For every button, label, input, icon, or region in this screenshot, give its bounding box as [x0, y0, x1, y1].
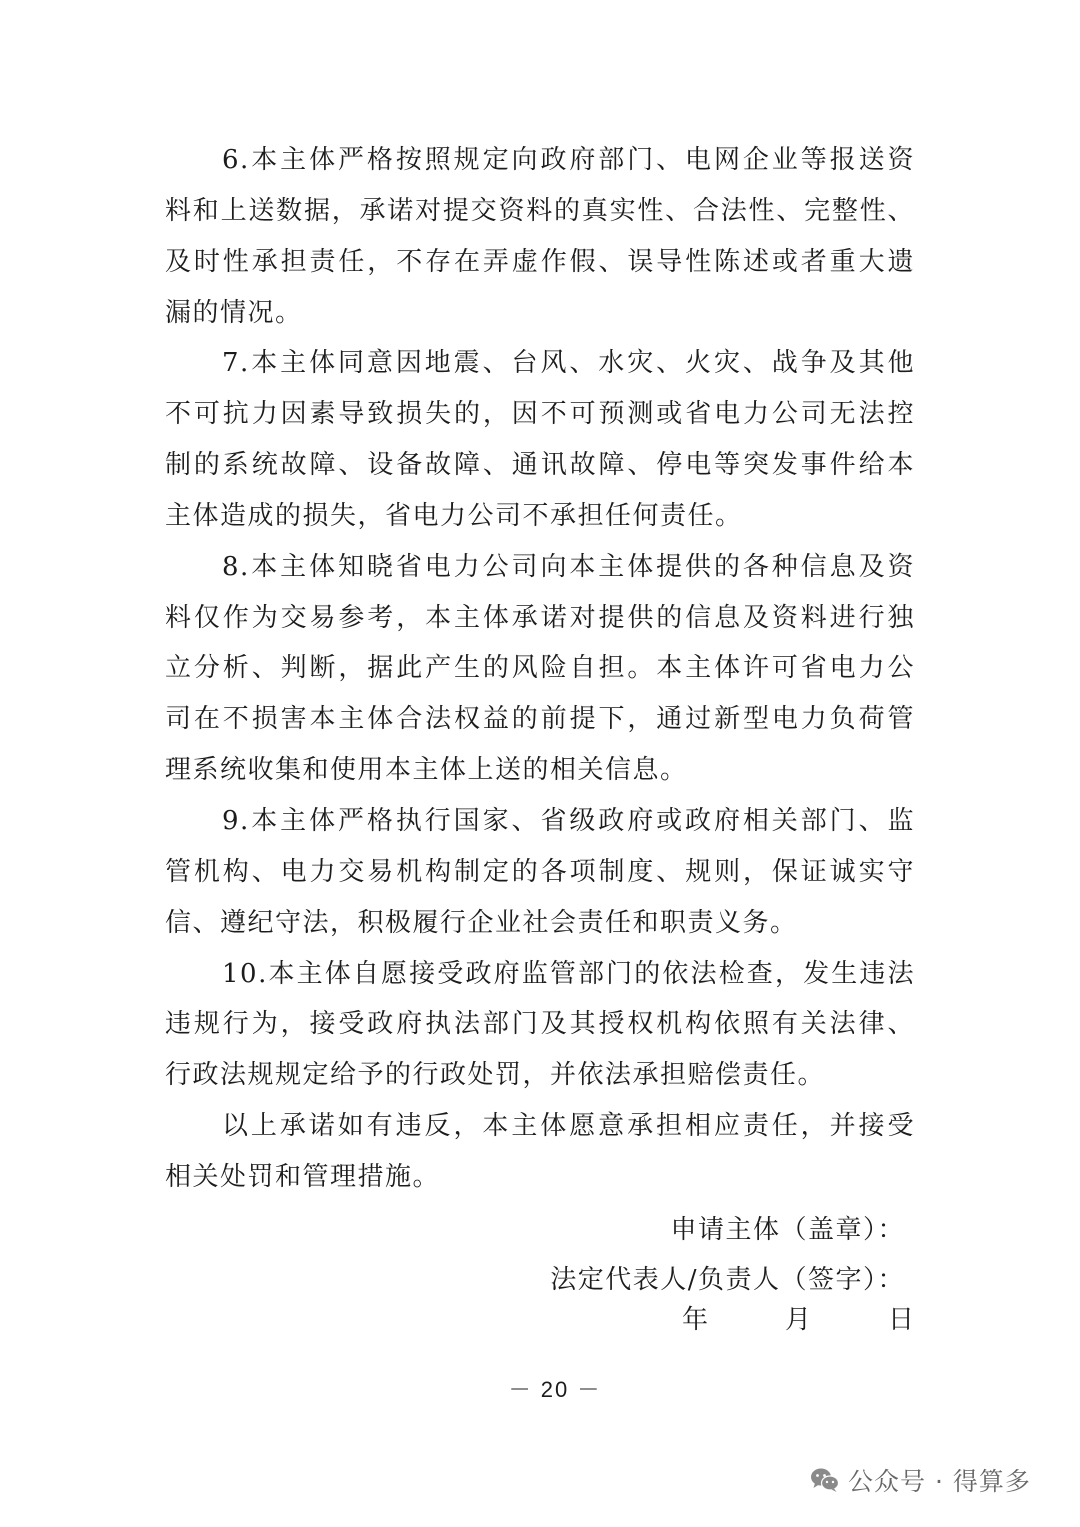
- watermark: [810, 1462, 1031, 1498]
- paragraph-line: 相关处罚和管理措施。: [165, 1161, 441, 1192]
- paragraph-line: 违规行为，接受政府执法部门及其授权机构依照有关法律、: [165, 1009, 915, 1040]
- paragraph-line: 9.本主体严格执行国家、省级政府或政府相关部门、监: [222, 805, 915, 836]
- paragraph-line: 料和上送数据，承诺对提交资料的真实性、合法性、完整性、: [165, 195, 915, 226]
- date-month-label: 月: [785, 1305, 812, 1335]
- paragraph-closing: [165, 1101, 915, 1203]
- paragraph-line: 10.本主体自愿接受政府监管部门的依法检查，发生违法: [222, 958, 915, 989]
- paragraph-line: 6.本主体严格按照规定向政府部门、电网企业等报送资: [222, 145, 915, 175]
- paragraph-10: [165, 949, 915, 1102]
- representative-signature-label: 法定代表人/负责人（签字）：: [550, 1265, 905, 1295]
- wechat-icon: [810, 1467, 840, 1493]
- paragraph-line: 主体造成的损失，省电力公司不承担任何责任。: [165, 500, 743, 531]
- paragraph-6: [165, 135, 915, 338]
- date-day-label: 日: [888, 1305, 915, 1335]
- date-year-label: 年: [682, 1305, 709, 1335]
- page-number: － 20 －: [508, 1377, 602, 1402]
- paragraph-line: 管机构、电力交易机构制定的各项制度、规则，保证诚实守: [165, 856, 915, 887]
- paragraph-7: [165, 338, 915, 541]
- paragraph-line: 理系统收集和使用本主体上送的相关信息。: [165, 755, 688, 786]
- paragraph-line: 料仅作为交易参考，本主体承诺对提供的信息及资料进行独: [165, 602, 915, 633]
- paragraph-line: 不可抗力因素导致损失的，因不可预测或省电力公司无法控: [165, 399, 915, 430]
- paragraph-line: 司在不损害本主体合法权益的前提下，通过新型电力负荷管: [165, 704, 915, 735]
- paragraph-line: 制的系统故障、设备故障、通讯故障、停电等突发事件给本: [165, 450, 915, 481]
- applicant-seal-label: 申请主体（盖章）：: [670, 1215, 905, 1245]
- watermark-text: 公众号 · 得算多: [848, 1467, 1031, 1496]
- paragraph-line: 8.本主体知晓省电力公司向本主体提供的各种信息及资: [222, 551, 915, 582]
- paragraph-line: 以上承诺如有违反，本主体愿意承担相应责任，并接受: [222, 1111, 915, 1142]
- paragraph-line: 7.本主体同意因地震、台风、水灾、火灾、战争及其他: [222, 348, 915, 379]
- document-body: [165, 135, 915, 1203]
- paragraph-line: 漏的情况。: [165, 297, 303, 328]
- paragraph-line: 立分析、判断，据此产生的风险自担。本主体许可省电力公: [165, 653, 915, 684]
- paragraph-8: [165, 542, 915, 796]
- paragraph-line: 信、遵纪守法，积极履行企业社会责任和职责义务。: [165, 907, 798, 938]
- paragraph-line: 行政法规规定给予的行政处罚，并依法承担赔偿责任。: [165, 1060, 826, 1091]
- paragraph-9: [165, 796, 915, 949]
- paragraph-line: 及时性承担责任，不存在弄虚作假、误导性陈述或者重大遗: [165, 246, 915, 277]
